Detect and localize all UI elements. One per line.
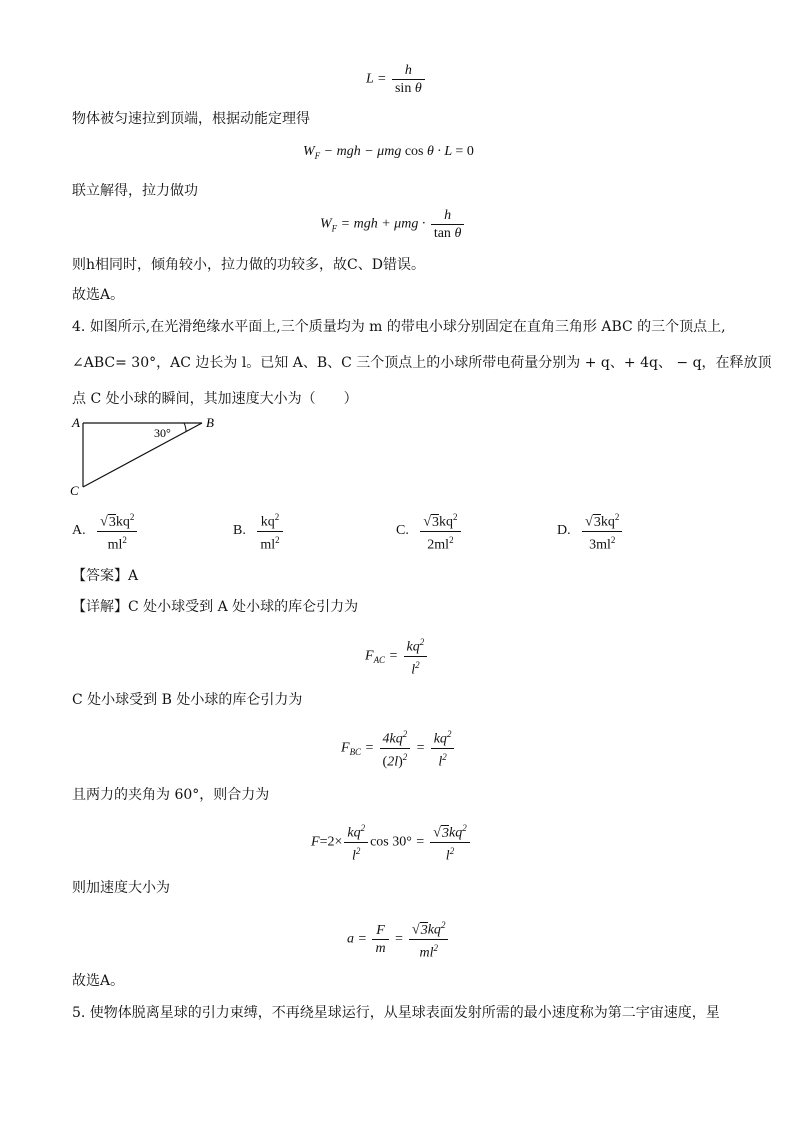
- option-label: B.: [233, 523, 246, 539]
- text-line: 则加速度大小为: [72, 880, 170, 896]
- option-d[interactable]: D. $\frac{√3kq^2}{3ml^2}$: [557, 509, 624, 553]
- text-line: 则h相同时，倾角较小，拉力做的功较多，故C、D错误。: [72, 257, 425, 273]
- question-4-line-3: 点 C 处小球的瞬间，其加速度大小为（ ）: [72, 391, 358, 407]
- equation-acceleration: a = $\frac{F}{m}$ = $\frac{√3kq^2}{ml^2}$: [347, 917, 450, 961]
- triangle-figure: [66, 412, 226, 502]
- text-line: 联立解得，拉力做功: [72, 183, 198, 199]
- option-c[interactable]: C. $\frac{√3kq^2}{2ml^2}$: [396, 509, 463, 553]
- option-label: A.: [72, 523, 86, 539]
- vertex-label-a: A: [72, 415, 80, 430]
- option-label: D.: [557, 523, 571, 539]
- vertex-label-b: B: [206, 415, 214, 430]
- angle-label: 30°: [154, 426, 171, 440]
- text-line: 物体被匀速拉到顶端，根据动能定理得: [72, 111, 310, 127]
- answer-line: 【答案】A: [72, 568, 139, 584]
- option-b[interactable]: B. $\frac{kq^2}{ml^2}$: [233, 509, 285, 553]
- option-label: C.: [396, 523, 409, 539]
- option-a[interactable]: A. $\frac{√3kq^2}{ml^2}$: [72, 509, 139, 553]
- equation-work: $W_F$ = mgh + μmg · $\frac{h}{\text{tan θ}}$: [320, 207, 466, 242]
- equation-fac: $F_{AC}$ = $\frac{kq^2}{l^2}$: [365, 634, 429, 678]
- question-4-line-2: ∠ABC= 30°，AC 边长为 l。已知 A、B、C 三个顶点上的小球所带电荷量分别为 + q、+ 4q、 − q，在释放顶: [72, 355, 772, 371]
- text-line: C 处小球受到 B 处小球的库仑引力为: [72, 692, 303, 708]
- equation-energy: $W_F$ − mgh − μmg cos θ · L = 0: [303, 144, 474, 161]
- question-5-line-1: 5. 使物体脱离星球的引力束缚，不再绕星球运行，从星球表面发射所需的最小速度称为第二宇宙速度，星: [72, 1005, 720, 1021]
- question-4-line-1: 4. 如图所示,在光滑绝缘水平面上,三个质量均为 m 的带电小球分别固定在直角三角形 ABC 的三个顶点上,: [72, 319, 726, 335]
- vertex-label-c: C: [70, 483, 79, 498]
- text-line: 故选A。: [72, 287, 125, 303]
- equation-fbc: $F_{BC}$ = $\frac{4kq^2}{(2l)^2}$ = $\frac{kq^2}{l^2}$: [341, 726, 456, 770]
- equation-resultant: F=2× $\frac{kq^2}{l^2}$ cos 30° = $\frac{√3kq^2}{l^2}$: [311, 820, 472, 864]
- detail-line: 【详解】C 处小球受到 A 处小球的库仑引力为: [72, 599, 359, 615]
- text-line: 且两力的夹角为 60°，则合力为: [72, 787, 270, 803]
- equation-L: L = $\frac{h}{\text{sin θ}}$: [366, 62, 427, 97]
- text-line: 故选A。: [72, 973, 125, 989]
